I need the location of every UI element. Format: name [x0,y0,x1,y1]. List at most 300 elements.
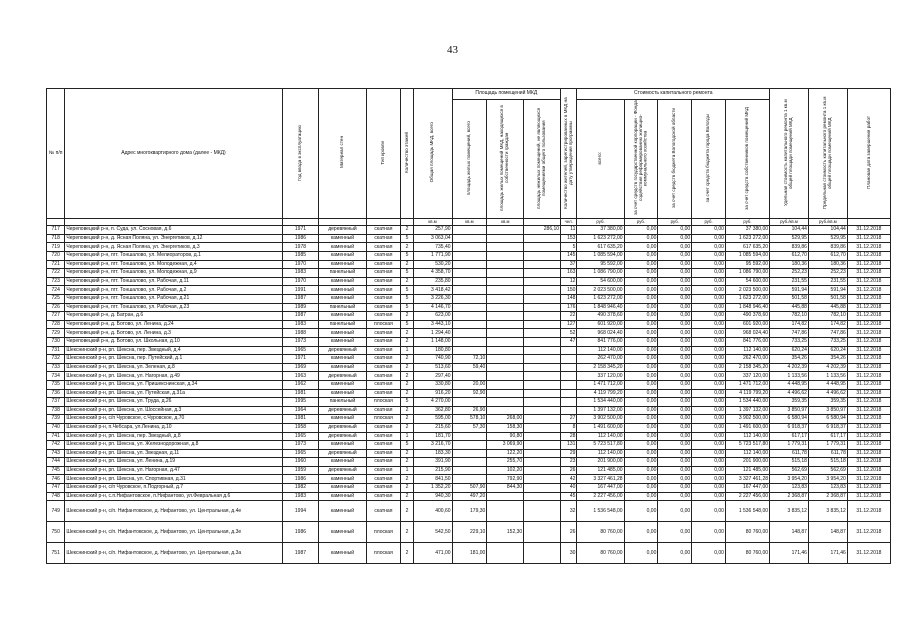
table-cell: 1 779,31 [770,441,809,450]
table-cell: Шекснинский р-н, рп. Шексна, ул. Железнодорожная, д.8 [65,441,282,450]
table-cell: 529,95 [770,234,809,243]
table-cell: 734 [47,372,65,381]
table-cell: 591,94 [770,286,809,295]
table-cell: 0,00 [692,466,726,475]
table-cell: 0,00 [658,269,692,278]
table-cell: 0,00 [692,269,726,278]
table-cell: каменный [319,337,366,346]
table-cell: 54 600,00 [577,277,624,286]
table-cell [561,355,577,364]
table-cell: 3 835,12 [808,501,847,522]
table-cell: 730 [47,337,65,346]
header-area-group: Площадь помещений МКД [452,89,561,100]
table-cell [452,312,487,321]
table-cell: 131 [561,441,577,450]
table-cell: скатная [366,458,401,467]
table-cell: 731 [47,346,65,355]
table-cell [524,295,561,304]
table-cell: 0,00 [658,355,692,364]
table-cell: 0,00 [624,501,658,522]
table-cell: 1 086 790,00 [577,269,624,278]
table-cell: 0,00 [658,501,692,522]
table-cell: каменный [319,295,366,304]
table-cell [524,329,561,338]
table-cell: скатная [366,389,401,398]
table-cell: 744 [47,458,65,467]
table-cell: Шекснинский р-н, с/п. Нифантовское, д. Нифантово, ул. Центральная, д.4е [65,501,282,522]
table-cell: 1 623 272,00 [725,295,769,304]
table-cell: 1 771,90 [413,252,452,261]
table-cell: 1 623 272,00 [725,234,769,243]
table-cell: 1989 [282,303,319,312]
table-cell [487,269,524,278]
table-cell [487,286,524,295]
table-row [47,466,891,475]
table-cell: 0,00 [692,295,726,304]
unit-cell [524,219,561,226]
table-cell: 1 471 712,00 [725,380,769,389]
table-cell: 31.12.2018 [847,389,890,398]
table-cell [487,260,524,269]
table-cell: 23 [561,458,577,467]
unit-cell [401,219,413,226]
table-cell: Череповецкий р-н, пгт. Тоншалово, ул. Рабочая, д.21 [65,295,282,304]
table-cell: 620,24 [808,346,847,355]
table-cell [452,475,487,484]
table-cell: 5 [561,243,577,252]
table-cell: 2 368,87 [770,492,809,501]
table-cell: Череповецкий р-н, д. Ботово, ул. Ленина, д.3 [65,329,282,338]
table-cell: 0,00 [658,466,692,475]
table-cell: 0,00 [692,234,726,243]
table-cell: 27 [561,415,577,424]
table-cell: 31.12.2018 [847,286,890,295]
table-cell [524,389,561,398]
table-cell: 92,90 [452,389,487,398]
table-cell [487,372,524,381]
table-row [47,337,891,346]
table-cell: 1 352,20 [413,484,452,493]
unit-cell: руб. [692,219,726,226]
table-cell: 2 [401,484,413,493]
table-cell: 1986 [282,234,319,243]
table-cell: скатная [366,406,401,415]
header-cost-region: за счет средств бюджета Вологодской области [658,100,692,219]
table-cell: 31.12.2018 [847,432,890,441]
table-cell: 0,00 [658,415,692,424]
table-cell: 29 [561,449,577,458]
table-cell: 235,80 [413,277,452,286]
table-cell: 0,00 [658,295,692,304]
table-cell: 31.12.2018 [847,346,890,355]
table-cell: 181,70 [413,432,452,441]
table-cell: 501,58 [808,295,847,304]
table-cell [452,295,487,304]
table-cell [524,492,561,501]
table-cell: 497,20 [452,492,487,501]
table-cell: 1 536 548,00 [725,501,769,522]
table-cell: 123,83 [770,484,809,493]
table-cell: 725 [47,295,65,304]
table-cell: 37 [561,260,577,269]
table-cell: 180,36 [808,260,847,269]
table-cell: 31.12.2018 [847,441,890,450]
table-cell: 255,70 [487,458,524,467]
table-cell [452,432,487,441]
table-cell: 578,10 [452,415,487,424]
table-cell: 163 [561,269,577,278]
header-address: Адрес многоквартирного дома (далее - МКД) [65,89,282,219]
table-cell: 3 835,12 [770,501,809,522]
table-cell: 0,00 [658,406,692,415]
table-cell: 0,00 [658,380,692,389]
table-cell [524,406,561,415]
table-cell: 0,00 [624,346,658,355]
table-cell: 0,00 [658,398,692,407]
table-cell [452,243,487,252]
table-cell [524,320,561,329]
table-row [47,372,891,381]
table-cell: 0,00 [624,475,658,484]
table-cell: 31.12.2018 [847,252,890,261]
table-cell: 1 148,00 [413,337,452,346]
table-cell: каменный [319,389,366,398]
table-cell: 31.12.2018 [847,337,890,346]
table-cell: 37 380,00 [577,226,624,235]
table-cell [524,501,561,522]
table-cell [561,372,577,381]
table-cell: 40 [561,484,577,493]
table-cell: Шекснинский р-н, рп. Шексна, ул. Труда, д.26 [65,398,282,407]
table-cell: скатная [366,243,401,252]
table-cell: панельный [319,269,366,278]
table-cell: 739 [47,415,65,424]
table-cell: 2 227 456,00 [577,492,624,501]
table-cell [524,398,561,407]
table-cell: 6 918,37 [770,423,809,432]
table-cell [524,312,561,321]
table-cell [561,398,577,407]
table-cell: 617,17 [770,432,809,441]
table-cell: 1 491 600,00 [725,423,769,432]
table-cell: 2 [401,543,413,564]
table-cell: 0,00 [658,303,692,312]
table-cell: 0,00 [624,312,658,321]
table-cell: 95 592,00 [725,260,769,269]
table-cell: 2 [401,415,413,424]
table-cell: Шекснинский р-н, с/п Чуровское, п.Подгорный, д.7 [65,484,282,493]
table-cell: 0,00 [658,277,692,286]
table-cell: 720 [47,252,65,261]
table-cell: 3 418,42 [413,286,452,295]
table-cell: 201 900,00 [577,458,624,467]
table-row [47,543,891,564]
table-cell [524,372,561,381]
table-cell: 359,35 [770,398,809,407]
unit-cell: чел. [561,219,577,226]
table-cell: 2 [401,355,413,364]
table-cell: Шекснинский р-н, рп. Шексна, ул. Пришекснинская, д.34 [65,380,282,389]
table-cell: Череповецкий р-н, д. Батран, д.6 [65,312,282,321]
table-cell: 80 760,00 [725,543,769,564]
table-cell: 740,90 [413,355,452,364]
table-cell: Шекснинский р-н, п.Чебсара, ул.Ленина, д.10 [65,423,282,432]
table-cell: 215,60 [413,423,452,432]
table-cell: каменный [319,277,366,286]
table-cell: 1 534 440,00 [725,398,769,407]
table-cell: 31.12.2018 [847,269,890,278]
table-cell [524,441,561,450]
table-cell: 31.12.2018 [847,380,890,389]
table-cell [452,303,487,312]
table-row [47,484,891,493]
table-cell: 1983 [282,492,319,501]
table-cell: 179,30 [452,501,487,522]
table-cell: каменный [319,543,366,564]
table-cell: 0,00 [624,543,658,564]
table-cell: 112 140,00 [725,346,769,355]
table-cell: 12 [561,277,577,286]
table-cell: 1971 [282,355,319,364]
table-cell: 5 [401,295,413,304]
table-cell: 31.12.2018 [847,522,890,543]
table-cell: каменный [319,475,366,484]
table-cell: 80 760,00 [725,522,769,543]
table-cell: 3 327 461,28 [577,475,624,484]
table-cell: скатная [366,475,401,484]
table-cell: плоская [366,415,401,424]
table-cell: 0,00 [692,337,726,346]
table-cell: 0,00 [692,277,726,286]
table-cell [452,252,487,261]
table-cell: 80 760,00 [577,522,624,543]
table-cell [452,277,487,286]
table-cell: 1973 [282,337,319,346]
table-cell: 330,80 [413,380,452,389]
table-cell: 3 850,97 [770,406,809,415]
table-cell: 20,00 [452,380,487,389]
table-cell: 2 [401,226,413,235]
table-cell: 31.12.2018 [847,458,890,467]
table-cell: каменный [319,286,366,295]
table-cell [487,346,524,355]
table-cell: 42 [561,475,577,484]
table-cell: 0,00 [624,252,658,261]
table-cell: 3 443,10 [413,320,452,329]
table-cell: 733 [47,363,65,372]
table-cell [487,252,524,261]
table-cell: 2 [401,449,413,458]
table-cell: панельный [319,320,366,329]
table-cell: Шекснинский р-н, рп. Шексна, пер. Звездный, д.8 [65,432,282,441]
table-cell: 2 [401,492,413,501]
table-row [47,226,891,235]
header-max-cost: Предельная стоимость капитального ремонта 1 кв.м общей площади помещений МКД [808,89,847,219]
header-unit-cost: Удельная стоимость капитального ремонта 1 кв.м общей площади помещений МКД [770,89,809,219]
table-cell: 148,87 [770,522,809,543]
page-number: 43 [447,44,458,56]
table-cell: 262 470,00 [725,355,769,364]
table-cell: 748 [47,492,65,501]
table-cell: плоская [366,398,401,407]
table-cell: 728 [47,320,65,329]
table-cell: 623,00 [413,312,452,321]
table-cell [452,466,487,475]
table-cell [487,303,524,312]
table-cell: 0,00 [624,415,658,424]
table-cell: 0,00 [658,389,692,398]
table-cell: скатная [366,466,401,475]
unit-cell: руб. [577,219,624,226]
table-cell: 0,00 [624,355,658,364]
table-cell: 0,00 [624,337,658,346]
table-cell: 0,00 [624,226,658,235]
table-cell: 121 485,00 [725,466,769,475]
table-cell: 31.12.2018 [847,355,890,364]
table-cell: 297,40 [413,372,452,381]
table-cell: 591,94 [808,286,847,295]
table-cell: 31.12.2018 [847,475,890,484]
table-cell: скатная [366,355,401,364]
table-cell: 167 447,00 [725,484,769,493]
table-cell: 257,90 [413,226,452,235]
table-cell: 121 485,00 [577,466,624,475]
table-cell: 0,00 [692,423,726,432]
table-cell: плоская [366,543,401,564]
table-cell: 28 [561,432,577,441]
table-cell: 617,17 [808,432,847,441]
table-cell [452,458,487,467]
table-row [47,363,891,372]
table-cell: 2 023 500,00 [577,286,624,295]
table-cell: 2 023 500,00 [725,286,769,295]
table-cell: 782,10 [808,312,847,321]
table-cell: 72,10 [452,355,487,364]
table-cell: 1981 [282,389,319,398]
table-cell: 0,00 [658,260,692,269]
table-cell: 359,35 [808,398,847,407]
table-cell: Череповецкий р-н, пгт. Тоншалово, ул. Рабочая, д.2 [65,286,282,295]
table-cell: 400,60 [413,501,452,522]
table-cell: 1 [401,346,413,355]
table-cell: 4 448,95 [808,380,847,389]
header-roof: Тип кровли [366,89,401,219]
table-cell [487,226,524,235]
table-cell [452,329,487,338]
table-cell: 171,46 [770,543,809,564]
table-cell: 31.12.2018 [847,329,890,338]
table-cell: 3 902 500,00 [725,415,769,424]
table-cell: каменный [319,260,366,269]
table-cell: 59,40 [452,363,487,372]
table-cell: 0,00 [624,295,658,304]
table-cell: 4 202,39 [808,363,847,372]
table-cell: 31.12.2018 [847,260,890,269]
table-cell: деревянный [319,226,366,235]
table-cell [524,337,561,346]
table-cell: 0,00 [624,441,658,450]
table-cell: скатная [366,337,401,346]
header-year: Год ввода в эксплуатацию [282,89,319,219]
table-cell: 1965 [282,449,319,458]
table-cell: 5 723 517,80 [725,441,769,450]
header-cost-group: Стоимость капитального ремонта [577,89,770,100]
table-cell: 0,00 [692,449,726,458]
table-cell: 150 [561,286,577,295]
table-cell [487,389,524,398]
unit-cell [847,219,890,226]
table-cell: 2 158 345,20 [577,363,624,372]
header-area-private: площадь жилых помещений МКД, находящихся в собственности граждан [487,100,524,219]
table-cell: 601 920,00 [577,320,624,329]
table-row [47,269,891,278]
table-cell: 22 [561,312,577,321]
table-cell: 0,00 [692,398,726,407]
table-cell: каменный [319,329,366,338]
table-cell: 1 294,40 [413,329,452,338]
table-cell: 1994 [282,501,319,522]
table-cell: 0,00 [658,320,692,329]
table-cell: 0,00 [658,234,692,243]
table-cell: 201 900,00 [725,458,769,467]
table-cell: 0,00 [658,492,692,501]
table-cell: скатная [366,226,401,235]
table-cell: 3 063,04 [413,234,452,243]
table-cell: скатная [366,252,401,261]
table-cell: 5 [401,320,413,329]
table-cell: 4 202,39 [770,363,809,372]
table-cell [452,372,487,381]
table-cell: 0,00 [692,226,726,235]
table-cell: 0,00 [658,243,692,252]
table-cell: 153 [561,234,577,243]
table-cell: 5 [401,303,413,312]
table-cell [452,234,487,243]
table-cell: 11 [561,226,577,235]
table-cell: 37 380,00 [725,226,769,235]
table-cell [524,415,561,424]
table-cell: 1970 [282,277,319,286]
table-cell [452,320,487,329]
header-cost-total: всего: [577,100,624,219]
table-row [47,423,891,432]
table-cell: 1986 [282,522,319,543]
table-cell: 742 [47,441,65,450]
table-cell: панельный [319,398,366,407]
table-cell: 601 920,00 [725,320,769,329]
table-cell: скатная [366,363,401,372]
table-cell: скатная [366,449,401,458]
table-cell: 1 491 600,00 [577,423,624,432]
table-cell: 31.12.2018 [847,484,890,493]
table-cell: 723 [47,277,65,286]
table-cell [452,260,487,269]
table-cell [452,398,487,407]
header-cost-fund: за счет средств государственной корпорации - Фонда содействия реформированию жилищно-коммунального хозяйства [624,100,658,219]
table-row [47,415,891,424]
table-cell: 4 270,00 [413,398,452,407]
table-cell: 112 140,00 [577,346,624,355]
table-cell: каменный [319,363,366,372]
table-cell: 57,30 [452,423,487,432]
header-total-area: Общая площадь МКД, всего [413,89,452,219]
table-cell [452,269,487,278]
table-cell: 90,80 [487,432,524,441]
table-cell: 735,40 [413,243,452,252]
table-cell: 54 600,00 [725,277,769,286]
table-cell: 31.12.2018 [847,406,890,415]
table-cell: 0,00 [658,432,692,441]
